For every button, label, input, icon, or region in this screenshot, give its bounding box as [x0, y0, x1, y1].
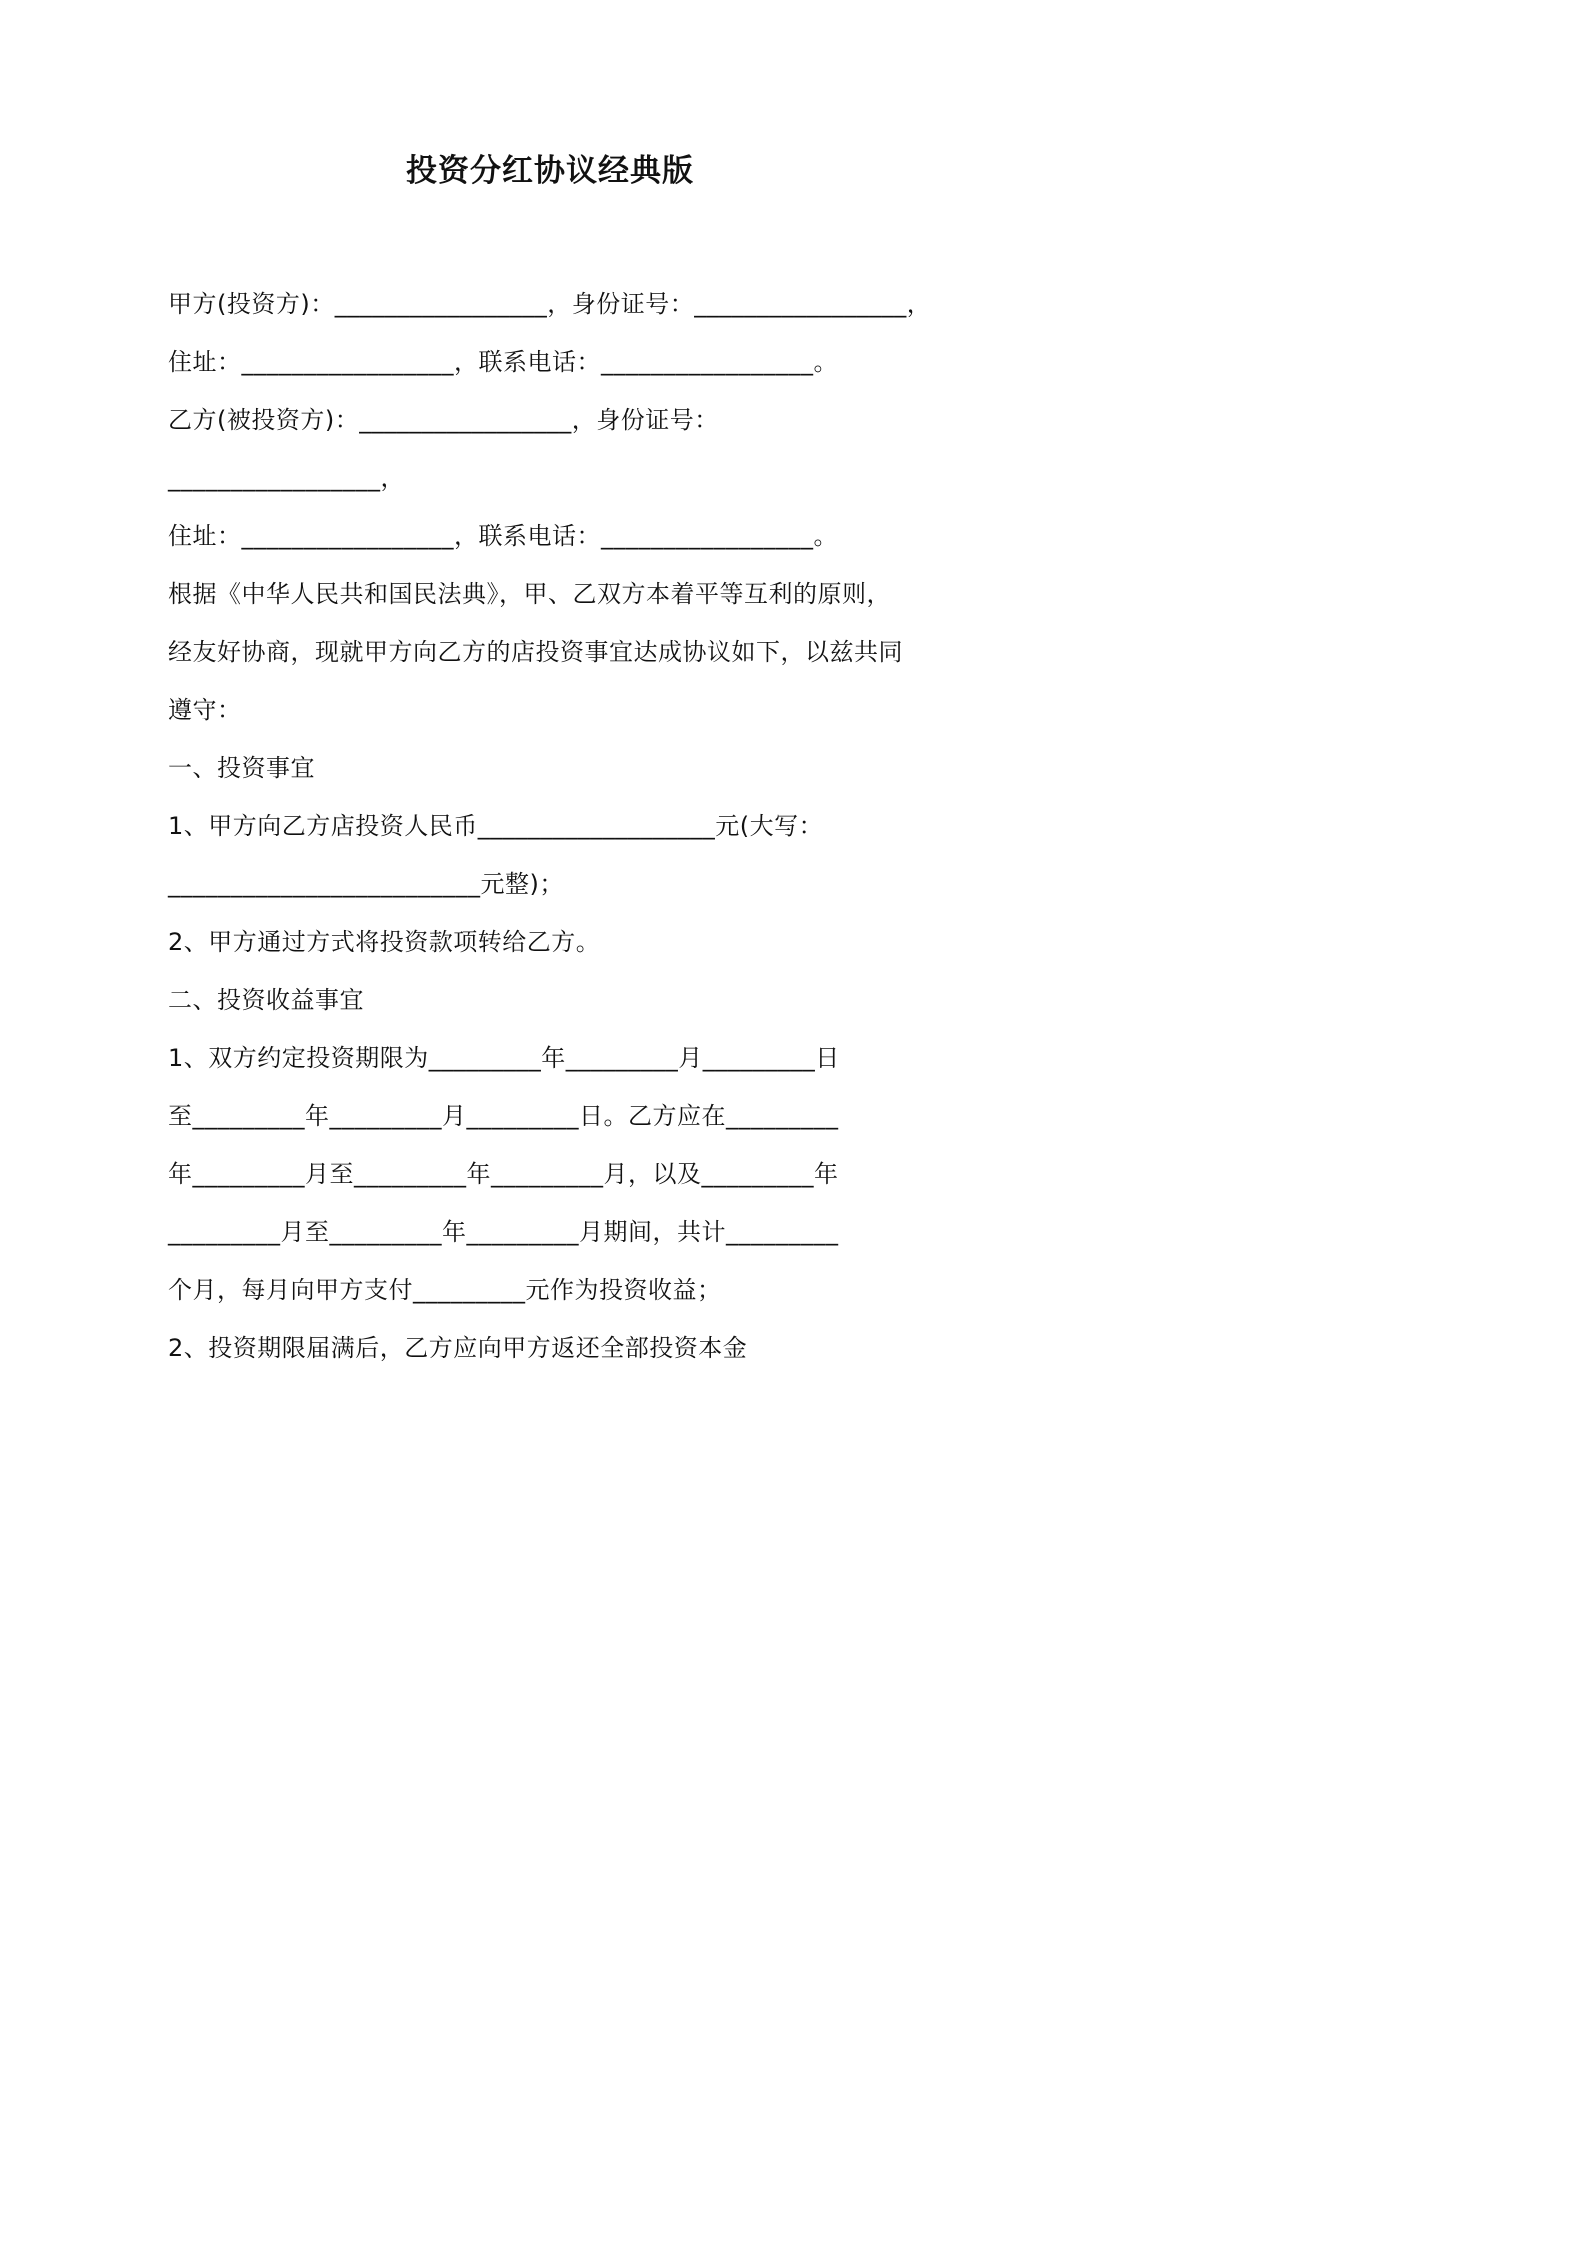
preamble-line-1: 根据《中华人民共和国民法典》，甲、乙双方本着平等互利的原则，: [168, 580, 891, 608]
clause-2-2-line-1: 2、投资期限届满后，乙方应向甲方返还全部投资本金: [168, 1334, 748, 1362]
document-body: [168, 281, 968, 1383]
clause-1-1-line-2: _________________________元整)；: [168, 870, 564, 898]
party-b-address-line: 住址：_________________，联系电话：_________________。: [168, 522, 838, 550]
clause-1-2: 2、甲方通过方式将投资款项转给乙方。: [168, 928, 601, 956]
section-heading-returns: 二、投资收益事宜: [168, 986, 364, 1014]
clause-2-1-line-5: 个月，每月向甲方支付_________元作为投资收益；: [168, 1276, 722, 1304]
party-a-line: 甲方(投资方)：_________________，身份证号：_________________，: [168, 290, 932, 318]
section-heading-investment: 一、投资事宜: [168, 754, 315, 782]
party-b-id-line: _________________，: [168, 464, 405, 492]
party-a-address-line: 住址：_________________，联系电话：_________________。: [168, 348, 838, 376]
document-title: 投资分红协议经典版: [406, 153, 694, 189]
party-b-line: 乙方(被投资方)：_________________，身份证号：: [168, 406, 719, 434]
document-page: [0, 0, 1100, 1556]
preamble-line-2: 经友好协商，现就甲方向乙方的店投资事宜达成协议如下，以兹共同: [168, 638, 903, 666]
clause-2-1-line-1: 1、双方约定投资期限为_________年_________月_________日: [168, 1044, 840, 1072]
clause-1-1-line-1: 1、甲方向乙方店投资人民币___________________元(大写：: [168, 812, 824, 840]
preamble-line-3: 遵守：: [168, 696, 242, 724]
clause-2-1-line-2: 至_________年_________月_________日。乙方应在_________: [168, 1102, 839, 1130]
clause-2-1-line-3: 年_________月至_________年_________月，以及_________年: [168, 1160, 839, 1188]
clause-2-1-line-4: _________月至_________年_________月期间，共计_________: [168, 1218, 839, 1246]
